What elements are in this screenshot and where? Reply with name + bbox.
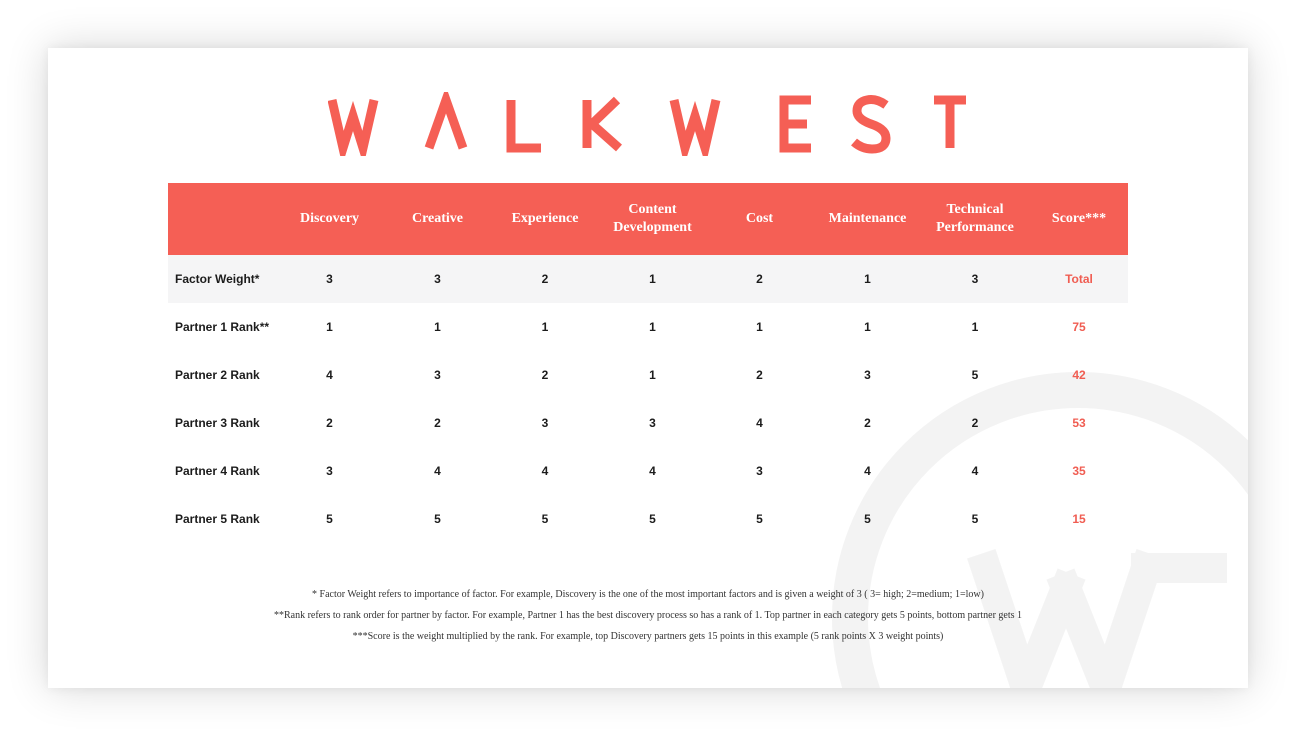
rank-cell: 5	[971, 512, 979, 526]
rank-cell: 4	[971, 464, 979, 478]
row-label-partner-5: Partner 5 Rank	[175, 512, 260, 526]
rank-cell: 4	[541, 464, 549, 478]
rank-cell: 2	[971, 416, 979, 430]
factor-weight-cell: 1	[601, 255, 704, 303]
footnotes	[48, 584, 1248, 647]
rank-cell: 4	[864, 464, 871, 478]
rank-cell: 5	[649, 512, 656, 526]
rank-cell: 4	[434, 464, 441, 478]
factor-weight-cell: 1	[815, 255, 920, 303]
rank-cell: 5	[541, 512, 549, 526]
rank-cell: 2	[541, 368, 549, 382]
scoring-table	[168, 183, 1128, 543]
factor-weight-cell: 3	[273, 255, 386, 303]
score-cell: 75	[1072, 320, 1086, 334]
column-header-score: Score***	[1030, 183, 1128, 255]
rank-cell: 3	[326, 464, 333, 478]
rank-cell: 1	[434, 320, 441, 334]
rank-cell: 2	[756, 368, 763, 382]
column-header-maintenance: Maintenance	[815, 183, 920, 255]
factor-weight-cell: 2	[704, 255, 815, 303]
rank-cell: 2	[434, 416, 441, 430]
rank-cell: 1	[541, 320, 549, 334]
rank-cell: 1	[971, 320, 979, 334]
row-label-partner-4: Partner 4 Rank	[175, 464, 260, 478]
factor-weight-cell: 2	[489, 255, 601, 303]
rank-cell: 1	[649, 320, 656, 334]
rank-cell: 1	[649, 368, 656, 382]
rank-cell: 4	[326, 368, 333, 382]
header-blank	[168, 183, 273, 255]
row-label-partner-3: Partner 3 Rank	[175, 416, 260, 430]
rank-cell: 3	[649, 416, 656, 430]
rank-cell: 5	[756, 512, 763, 526]
rank-cell: 5	[326, 512, 333, 526]
score-cell: 53	[1072, 416, 1086, 430]
slide	[48, 48, 1248, 688]
footnote-rank: **Rank refers to rank order for partner by factor. For example, Partner 1 has the best discovery process so has a rank of 1. Top partner in each category gets 5 points, bottom partner gets 1	[273, 610, 1023, 621]
factor-weight-cell: 3	[386, 255, 489, 303]
rank-cell: 5	[971, 368, 979, 382]
rank-cell: 3	[864, 368, 871, 382]
total-label: Total	[1030, 255, 1128, 303]
column-header-technical-performance: Technical Performance	[920, 183, 1030, 255]
factor-weight-cell: 3	[920, 255, 1030, 303]
column-header-discovery: Discovery	[273, 183, 386, 255]
rank-cell: 1	[864, 320, 871, 334]
column-header-experience: Experience	[489, 183, 601, 255]
rank-cell: 1	[756, 320, 763, 334]
score-cell: 42	[1072, 368, 1086, 382]
rank-cell: 3	[541, 416, 549, 430]
rank-cell: 2	[864, 416, 871, 430]
rank-cell: 5	[864, 512, 871, 526]
rank-cell: 3	[434, 368, 441, 382]
rank-cell: 2	[326, 416, 333, 430]
row-label-partner-1: Partner 1 Rank**	[175, 320, 270, 334]
row-label-factor-weight: Factor Weight*	[168, 255, 273, 303]
rank-cell: 3	[756, 464, 763, 478]
row-label-partner-2: Partner 2 Rank	[175, 368, 260, 382]
column-header-content-development: Content Development	[601, 183, 704, 255]
footnote-factor-weight: * Factor Weight refers to importance of factor. For example, Discovery is the one of the most important factors and is given a weight of 3 ( 3= high; 2=medium; 1=low)	[312, 589, 984, 600]
rank-cell: 4	[756, 416, 763, 430]
score-cell: 15	[1072, 512, 1086, 526]
walkwest-logo	[48, 92, 1248, 156]
rank-cell: 4	[649, 464, 656, 478]
score-cell: 35	[1072, 464, 1086, 478]
footnote-score: ***Score is the weight multiplied by the rank. For example, top Discovery partners gets 15 points in this example (5 rank points X 3 weight points)	[352, 631, 944, 642]
column-header-creative: Creative	[386, 183, 489, 255]
rank-cell: 1	[326, 320, 333, 334]
rank-cell: 5	[434, 512, 441, 526]
column-header-cost: Cost	[704, 183, 815, 255]
